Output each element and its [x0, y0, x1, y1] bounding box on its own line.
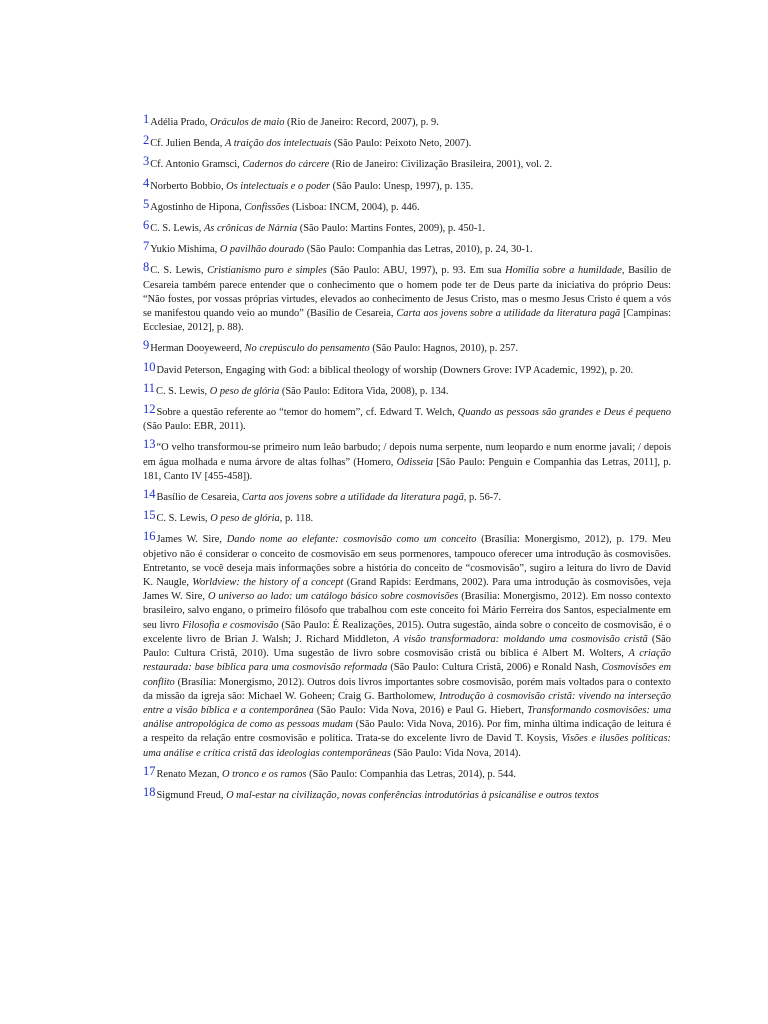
footnote-title-italic: No crepúsculo do pensamento: [244, 343, 370, 355]
footnote-text: Agostinho de Hipona,: [150, 201, 245, 213]
footnote-text: C. S. Lewis,: [156, 385, 210, 397]
footnote-text: Adélia Prado,: [150, 117, 210, 128]
footnote-text: (Rio de Janeiro: Record, 2007), p. 9.: [284, 117, 439, 128]
footnote-number-link[interactable]: 16: [143, 529, 156, 544]
footnote-number-link[interactable]: 4: [143, 175, 150, 190]
footnote-title-italic: Transformando cosmovisões: uma análise antropológica de como as pessoas mudam: [143, 704, 672, 731]
footnote-text: (São Paulo: Hagnos, 2010), p. 257.: [369, 343, 519, 355]
footnote-title-italic: Carta aos jovens sobre a utilidade da literatura pagã: [396, 308, 621, 320]
footnote-4: [143, 175, 671, 194]
footnote-number-link[interactable]: 1: [143, 112, 150, 126]
footnote-text: [Campinas: Ecclesiae, 2012], p. 88).: [143, 308, 671, 334]
footnote-number-link[interactable]: 2: [143, 133, 150, 148]
footnote-text: [São Paulo: Penguin e Companhia das Letras, 2011], p. 181, Canto IV [455-458]).: [143, 456, 671, 482]
footnote-title-italic: Dando nome ao elefante: cosmovisão como um conceito: [226, 534, 477, 546]
footnote-number-link[interactable]: 11: [143, 380, 156, 395]
footnote-text: David Peterson, Engaging with God: a biblical theology of worship (Downers Grove: IVP Academic, 1992), p. 20.: [156, 364, 634, 376]
footnote-text: James W. Sire,: [156, 534, 227, 546]
footnote-3: [143, 156, 671, 172]
footnote-text: C. S. Lewis,: [150, 265, 208, 277]
footnote-title-italic: Confissões: [244, 201, 290, 213]
footnote-title-italic: A criação restaurada: base bíblica para uma cosmovisão reformada: [143, 648, 671, 674]
footnote-number-link[interactable]: 14: [143, 487, 156, 502]
footnote-text: (Lisboa: INCM, 2004), p. 446.: [289, 201, 420, 213]
footnote-text: C. S. Lewis,: [156, 513, 211, 525]
footnote-text: (São Paulo: Vida Nova, 2016) e Paul G. Hiebert,: [313, 704, 528, 716]
footnote-title-italic: Oráculos de maio: [209, 117, 285, 128]
footnote-number-link[interactable]: 9: [143, 338, 150, 353]
footnote-text: (São Paulo: Vida Nova, 2016). Por fim, minha última indicação de leitura é a respeito da relação entre cosmovisão e política. Trata-se do excelente livro de David T. Koysis,: [143, 719, 671, 745]
footnote-text: Herman Dooyeweerd,: [150, 343, 245, 355]
footnote-title-italic: Worldview: the history of a concept: [192, 577, 344, 589]
footnote-text: “O velho transformou-se primeiro num leão barbudo; / depois numa serpente, num leopardo e num enorme javali; / depois em água molhada e numa árvore de altas folhas” (Homero,: [143, 442, 671, 468]
footnote-title-italic: O tronco e os ramos: [222, 768, 307, 780]
footnote-text: (São Paulo: ABU, 1997), p. 93. Em sua: [326, 265, 506, 277]
footnote-text: (São Paulo: Unesp, 1997), p. 135.: [330, 180, 474, 192]
footnote-10: [143, 359, 671, 378]
footnote-text: , p. 118.: [279, 513, 314, 525]
footnote-title-italic: Cadernos do cárcere: [242, 159, 330, 171]
footnote-16: [143, 531, 671, 760]
footnote-13: [143, 439, 671, 484]
footnote-title-italic: Cristianismo puro e simples: [207, 265, 327, 277]
footnote-number-link[interactable]: 15: [143, 508, 156, 523]
footnote-text: C. S. Lewis,: [150, 223, 204, 235]
footnote-text: (Brasília: Monergismo, 2012). Em nosso contexto brasileiro, salvo engano, o primeiro filósofo que trabalhou com este conceito foi Mário Ferreira dos Santos, especialmente em seu livro: [143, 591, 671, 631]
footnote-text: (São Paulo: Vida Nova, 2014).: [390, 747, 521, 759]
footnote-title-italic: Homília sobre a humildade: [505, 265, 622, 277]
footnote-title-italic: As crônicas de Nárnia: [203, 223, 298, 235]
footnote-12: [143, 404, 671, 434]
footnote-number-link[interactable]: 6: [143, 218, 150, 233]
footnote-text: (São Paulo: Cultura Cristã, 2006) e Ronald Nash,: [387, 662, 602, 674]
footnote-text: (São Paulo: Editora Vida, 2008), p. 134.: [279, 385, 449, 397]
footnote-text: , Basílio de Cesareia também parece entender que o conhecimento que o homem pode ter de Deus parte da iniciativa do próprio Deus: “Não fostes, por vossas próprias virtudes, elevados ao conhecimento de Jesus Cristo, mas o mesmo Jesus Cristo é quem a vós se manifestou quando veio ao mundo” (Basílio de Cesareia,: [143, 265, 671, 320]
footnote-text: (São Paulo: EBR, 2011).: [143, 421, 246, 433]
footnote-6: [143, 220, 671, 236]
footnote-number-link[interactable]: 18: [143, 784, 156, 799]
footnote-15: [143, 510, 671, 526]
footnote-number-link[interactable]: 10: [143, 359, 156, 374]
footnote-18: [143, 784, 671, 803]
footnote-title-italic: A visão transformadora: moldando uma cosmovisão cristã: [393, 633, 648, 645]
footnote-8: [143, 262, 671, 335]
footnote-title-italic: O peso de glória: [210, 513, 280, 525]
footnote-title-italic: Os intelectuais e o poder: [226, 180, 331, 192]
footnote-14: [143, 489, 671, 505]
footnote-number-link[interactable]: 7: [143, 239, 150, 254]
footnote-text: (Rio de Janeiro: Civilização Brasileira, 2001), vol. 2.: [329, 159, 553, 171]
footnote-text: (São Paulo: Cultura Cristã, 2010). Uma sugestão de livro sobre cosmovisão cristã ou bíblica é Albert M. Wolters,: [143, 633, 671, 660]
footnote-title-italic: Visões e ilusões políticas: uma análise e crítica cristã das ideologias contemporâneas: [143, 733, 671, 759]
footnote-title-italic: Carta aos jovens sobre a utilidade da literatura pagã: [241, 492, 464, 504]
footnote-text: (São Paulo: É Realizações, 2015). Outra sugestão, ainda sobre o conceito de cosmovisão, é o excelente livro de Brian J. Walsh; J. Richard Middleton,: [143, 619, 671, 645]
footnote-9: [143, 340, 671, 356]
footnote-number-link[interactable]: 17: [143, 763, 156, 778]
footnote-text: (Brasília: Monergismo, 2012), p. 179. Meu objetivo não é considerar o conceito de cosmovisão em seus pormenores, tampouco oferecer uma introdução às cosmovisões. Entretanto, se você deseja mais informações sobre a história do conceito de “cosmovisão”, sugiro a leitura do livro de David K. Naugle,: [143, 534, 671, 589]
footnote-text: Sobre a questão referente ao “temor do homem”, cf. Edward T. Welch,: [156, 407, 458, 419]
footnote-text: (São Paulo: Companhia das Letras, 2014), p. 544.: [306, 768, 516, 780]
footnotes-list: [143, 114, 671, 808]
footnote-text: Norberto Bobbio,: [150, 180, 227, 192]
footnote-number-link[interactable]: 3: [143, 154, 150, 169]
footnote-1: [143, 114, 671, 130]
footnote-text: Sigmund Freud,: [156, 789, 227, 801]
footnote-17: [143, 763, 671, 782]
footnote-title-italic: A traição dos intelectuais: [225, 138, 332, 150]
footnote-text: Cf. Antonio Gramsci,: [150, 159, 243, 171]
footnote-title-italic: Quando as pessoas são grandes e Deus é pequeno: [457, 407, 671, 419]
footnote-title-italic: Odisseia: [396, 456, 434, 468]
footnote-text: (São Paulo: Martins Fontes, 2009), p. 450-1.: [297, 223, 486, 235]
footnote-title-italic: O peso de glória: [209, 385, 280, 397]
footnote-title-italic: O universo ao lado: um catálogo básico sobre cosmovisões: [207, 591, 459, 603]
footnote-text: Cf. Julien Benda,: [150, 138, 225, 150]
footnote-title-italic: O pavilhão dourado: [219, 244, 305, 256]
footnote-7: [143, 241, 671, 257]
footnote-11: [143, 380, 671, 399]
footnote-text: (São Paulo: Companhia das Letras, 2010), p. 24, 30-1.: [304, 244, 533, 256]
footnote-text: Yukio Mishima,: [150, 244, 220, 256]
footnote-number-link[interactable]: 5: [143, 196, 150, 211]
footnote-title-italic: Filosofia e cosmovisão: [182, 619, 279, 631]
footnote-number-link[interactable]: 13: [143, 437, 156, 452]
footnote-text: (Grand Rapids: Eerdmans, 2002). Para uma introdução às cosmovisões, veja James W. Sire,: [143, 577, 671, 603]
footnote-number-link[interactable]: 8: [143, 260, 150, 275]
footnote-text: (São Paulo: Peixoto Neto, 2007).: [331, 138, 472, 150]
footnote-title-italic: Cosmovisões em conflito: [143, 662, 671, 688]
footnote-2: [143, 135, 671, 151]
footnote-text: (Brasília: Monergismo, 2012). Outros dois livros importantes sobre cosmovisão, porém mais voltados para o contexto da missão da igreja são: Michael W. Goheen; Craig G. Bartholomew,: [143, 676, 671, 702]
footnote-text: Basílio de Cesareia,: [156, 492, 242, 504]
footnote-number-link[interactable]: 12: [143, 402, 156, 417]
footnote-text: , p. 56-7.: [463, 492, 502, 504]
footnote-title-italic: Introdução à cosmovisão cristã: vivendo na interseção entre a visão bíblica e a contemporânea: [143, 690, 671, 716]
footnote-title-italic: O mal-estar na civilização, novas conferências introdutórias à psicanálise e outros textos: [226, 789, 599, 801]
footnote-5: [143, 196, 671, 215]
footnote-text: Renato Mezan,: [156, 768, 222, 780]
